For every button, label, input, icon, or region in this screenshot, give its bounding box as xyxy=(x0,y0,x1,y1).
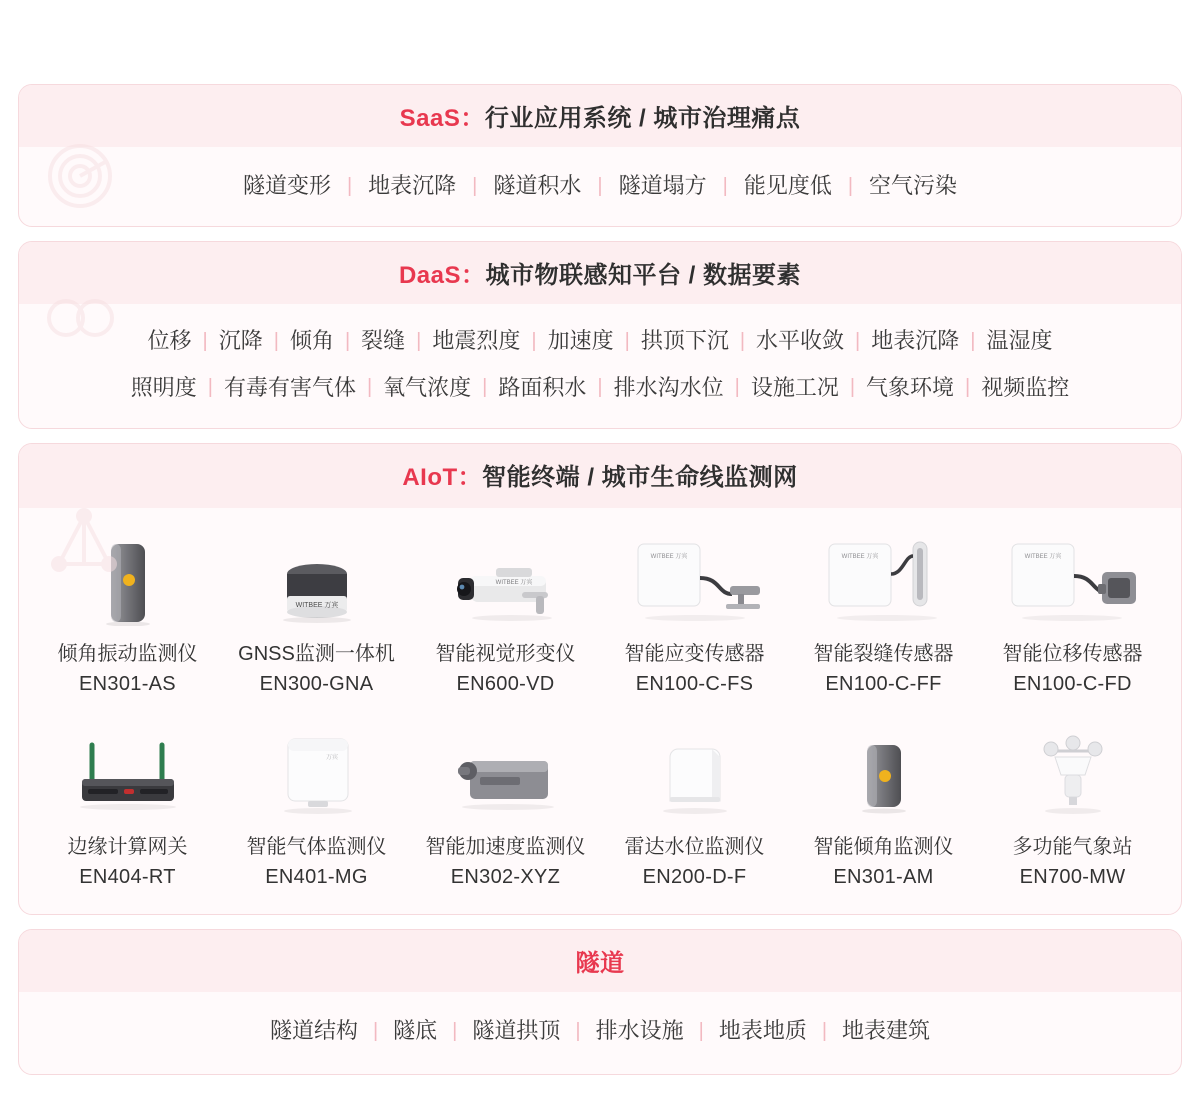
separator: | xyxy=(624,330,630,353)
device-item[interactable] xyxy=(33,717,222,906)
edge-gateway-icon xyxy=(58,723,198,819)
device-model: EN200-D-F xyxy=(642,866,747,889)
tag: 水平收敛 xyxy=(756,328,845,354)
device-item[interactable] xyxy=(411,524,600,713)
displacement-sensor-icon xyxy=(998,530,1148,626)
tag: 位移 xyxy=(147,328,192,354)
tag: 隧道积水 xyxy=(493,173,582,198)
device-name: 雷达水位监测仪 xyxy=(624,836,765,859)
tag: 设施工况 xyxy=(750,374,839,400)
device-item[interactable] xyxy=(789,524,978,713)
device-model: EN401-MG xyxy=(265,866,368,889)
svg-text:WITBEE 万宾: WITBEE 万宾 xyxy=(650,554,687,561)
device-model: EN404-RT xyxy=(79,866,176,889)
svg-text:WITBEE 万宾: WITBEE 万宾 xyxy=(841,554,878,561)
tag: 地表建筑 xyxy=(842,1018,931,1044)
tag: 地震烈度 xyxy=(432,328,521,354)
aiot-tier-label: AIoT： xyxy=(402,464,483,492)
daas-tag-row-1 xyxy=(35,322,1165,359)
device-name: 倾角振动监测仪 xyxy=(57,643,198,666)
device-model: EN100-C-FF xyxy=(825,673,942,696)
svg-text:万宾: 万宾 xyxy=(325,755,338,762)
tag: 隧道塌方 xyxy=(618,173,707,198)
device-grid xyxy=(19,508,1181,914)
separator: | xyxy=(965,376,971,399)
tunnel-body xyxy=(19,992,1181,1073)
separator: | xyxy=(821,1019,828,1042)
device-model: EN600-VD xyxy=(456,673,555,696)
device-name: 智能裂缝传感器 xyxy=(813,643,954,666)
separator: | xyxy=(416,330,422,353)
radar-water-level-icon xyxy=(640,723,750,819)
separator: | xyxy=(472,174,478,197)
tag: 照明度 xyxy=(130,374,197,400)
device-model: EN100-C-FS xyxy=(635,673,754,696)
tag: 裂缝 xyxy=(361,328,406,354)
tag: 视频监控 xyxy=(981,374,1070,400)
tag: 气象环境 xyxy=(866,374,955,400)
tag: 有毒有害气体 xyxy=(223,374,356,400)
device-item[interactable] xyxy=(789,717,978,906)
device-name: 多功能气象站 xyxy=(1012,836,1133,859)
svg-text:WITBEE 万宾: WITBEE 万宾 xyxy=(295,602,338,610)
device-item[interactable] xyxy=(978,717,1167,906)
daas-card xyxy=(18,241,1182,429)
separator: | xyxy=(202,330,208,353)
device-model: EN700-MW xyxy=(1019,866,1126,889)
device-name: 智能应变传感器 xyxy=(624,643,765,666)
separator: | xyxy=(482,376,488,399)
separator: | xyxy=(698,1019,704,1042)
device-name: 智能位移传感器 xyxy=(1002,643,1143,666)
saas-subtitle: 行业应用系统 / 城市治理痛点 xyxy=(484,105,801,132)
separator: | xyxy=(344,330,351,353)
tag: 沉降 xyxy=(218,328,263,354)
aiot-card xyxy=(18,443,1182,915)
tag: 排水沟水位 xyxy=(613,374,724,400)
tag: 地表地质 xyxy=(718,1018,807,1044)
saas-card xyxy=(18,84,1182,227)
tag: 隧道结构 xyxy=(269,1018,358,1044)
tag: 拱顶下沉 xyxy=(640,328,729,354)
device-item[interactable] xyxy=(600,524,789,713)
svg-text:WITBEE 万宾: WITBEE 万宾 xyxy=(1024,554,1061,561)
tag: 空气污染 xyxy=(869,173,958,198)
separator: | xyxy=(531,330,537,353)
separator: | xyxy=(346,174,353,197)
weather-station-icon xyxy=(1025,723,1121,819)
separator: | xyxy=(597,174,603,197)
tag: 温湿度 xyxy=(986,328,1053,354)
gnss-receiver-icon xyxy=(262,530,372,626)
gas-monitor-icon xyxy=(262,723,372,819)
tag: 倾角 xyxy=(289,328,334,354)
device-model: EN100-C-FD xyxy=(1013,673,1132,696)
separator: | xyxy=(372,1019,379,1042)
device-model: EN300-GNA xyxy=(259,673,374,696)
separator: | xyxy=(452,1019,458,1042)
separator: | xyxy=(207,376,213,399)
infinity-watermark-icon xyxy=(45,296,119,345)
device-name: 智能倾角监测仪 xyxy=(813,836,954,859)
daas-header xyxy=(19,242,1181,304)
device-name: 智能气体监测仪 xyxy=(246,836,387,859)
tunnel-card xyxy=(18,929,1182,1074)
saas-body xyxy=(19,147,1181,226)
tunnel-header xyxy=(19,930,1181,992)
tag: 加速度 xyxy=(547,328,614,354)
device-item[interactable] xyxy=(411,717,600,906)
saas-tier-label: SaaS： xyxy=(399,105,485,132)
tag: 地表沉降 xyxy=(871,328,960,354)
target-watermark-icon xyxy=(45,141,115,216)
separator: | xyxy=(734,376,740,399)
tag: 隧道变形 xyxy=(242,173,331,198)
accelerometer-icon xyxy=(436,723,576,819)
saas-tag-row xyxy=(43,167,1157,204)
separator: | xyxy=(366,376,373,399)
device-item[interactable] xyxy=(600,717,789,906)
strain-sensor-icon xyxy=(620,530,770,626)
tag: 能见度低 xyxy=(743,173,832,198)
device-model: EN302-XYZ xyxy=(450,866,561,889)
aiot-header xyxy=(19,444,1181,508)
separator: | xyxy=(575,1019,581,1042)
separator: | xyxy=(273,330,279,353)
daas-tag-row-2 xyxy=(35,369,1165,406)
device-name: 智能视觉形变仪 xyxy=(435,643,576,666)
separator: | xyxy=(847,174,854,197)
separator: | xyxy=(855,330,861,353)
svg-text:WITBEE 万宾: WITBEE 万宾 xyxy=(495,580,532,587)
tag: 排水设施 xyxy=(595,1018,684,1044)
device-name: 智能加速度监测仪 xyxy=(425,836,586,859)
aiot-subtitle: 智能终端 / 城市生命线监测网 xyxy=(482,464,798,492)
tilt-monitor-icon xyxy=(855,723,913,819)
network-nodes-watermark-icon xyxy=(45,502,123,585)
device-name: GNSS监测一体机 xyxy=(238,643,395,666)
separator: | xyxy=(722,174,728,197)
tag: 隧道拱顶 xyxy=(472,1018,561,1044)
saas-header xyxy=(19,85,1181,147)
device-item[interactable] xyxy=(222,717,411,906)
device-item[interactable] xyxy=(222,524,411,713)
separator: | xyxy=(739,330,746,353)
separator: | xyxy=(849,376,856,399)
device-name: 边缘计算网关 xyxy=(67,836,188,859)
crack-sensor-icon xyxy=(809,530,959,626)
daas-body xyxy=(19,304,1181,428)
separator: | xyxy=(970,330,976,353)
tunnel-title: 隧道 xyxy=(575,950,625,978)
tunnel-tag-row xyxy=(43,1012,1157,1049)
tag: 地表沉降 xyxy=(368,173,457,198)
separator: | xyxy=(597,376,603,399)
vision-camera-icon xyxy=(436,530,576,626)
device-model: EN301-AS xyxy=(79,673,176,696)
daas-subtitle: 城市物联感知平台 / 数据要素 xyxy=(485,262,802,290)
tag: 路面积水 xyxy=(498,374,587,400)
tag: 氧气浓度 xyxy=(383,374,472,400)
device-item[interactable] xyxy=(978,524,1167,713)
device-model: EN301-AM xyxy=(833,866,934,889)
tag: 隧底 xyxy=(393,1018,438,1044)
daas-tier-label: DaaS： xyxy=(398,262,486,290)
